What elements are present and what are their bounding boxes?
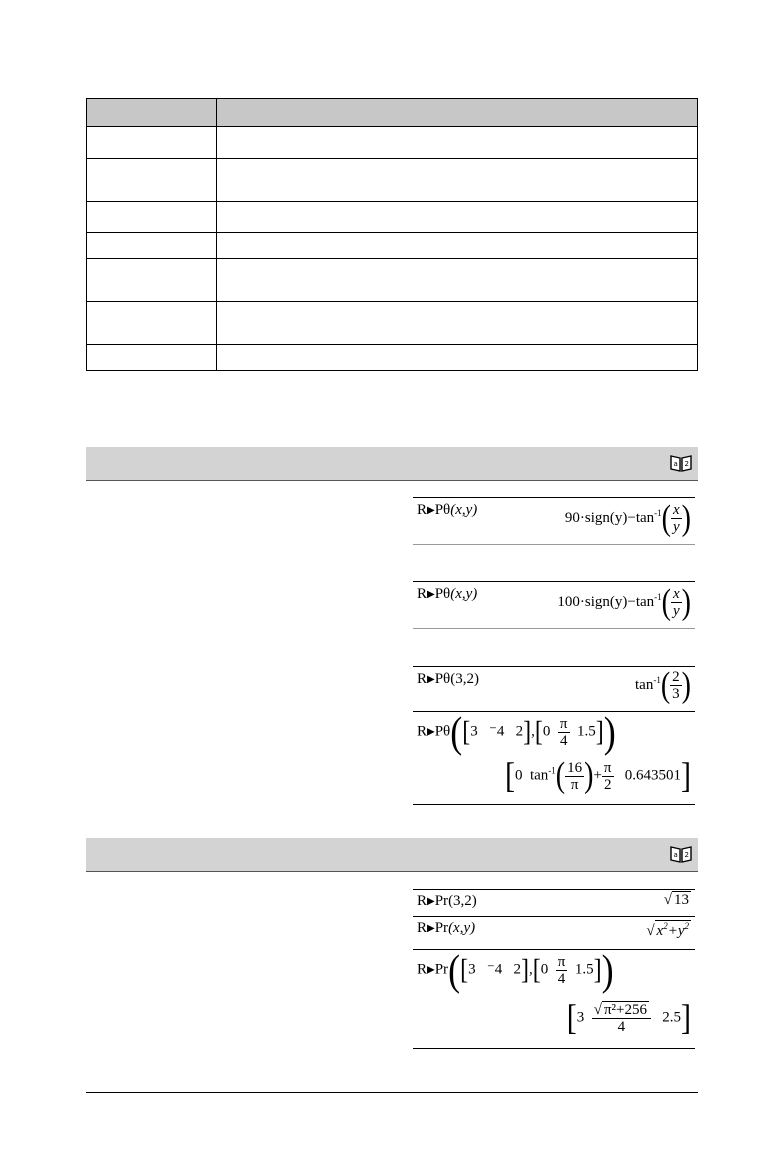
table-cell [217, 233, 698, 259]
table-cell [217, 159, 698, 202]
table-cell [87, 127, 217, 159]
table-cell [87, 302, 217, 345]
table-cell [87, 345, 217, 371]
example-output: √ $x^2+y^2$ [646, 921, 689, 939]
table-cell [217, 345, 698, 371]
svg-text:a: a [673, 460, 678, 468]
table-header-row [87, 99, 698, 127]
catalog-book-icon[interactable] [670, 454, 692, 472]
table-row [87, 127, 698, 159]
table-cell [217, 202, 698, 233]
example-output: √ 13 [663, 892, 689, 908]
table-cell [87, 159, 217, 202]
table-cell [87, 259, 217, 302]
section-header-bar [86, 838, 698, 872]
example-output: [3 $\frac{\text{√ π²+256}}{4}$ 2.5] [566, 997, 691, 1038]
example-box-angle [413, 497, 695, 805]
table-row [87, 159, 698, 202]
table-cell [87, 202, 217, 233]
example-row [413, 581, 695, 629]
table-cell [217, 259, 698, 302]
footer-rule [86, 1092, 698, 1093]
example-output: $90\cdot sign(y)-\tan^{-1}$( $\frac{x}{y}$ ) [564, 497, 691, 538]
example-input: R▶Pθ([3 ⁻4 2],[0 $\frac{\pi}{4}$ 1.5]) [417, 708, 616, 756]
example-input: R▶Pr([3 ⁻4 2],[0 $\frac{\pi}{4}$ 1.5]) [417, 946, 614, 994]
example-output: [0 $\tan^{-1}$( $\frac{16}{\pi}$ )+ $\frac{\pi}{2}$ 0.643501] [504, 755, 691, 796]
example-row [413, 708, 695, 805]
table-row [87, 302, 698, 345]
example-input: R▶Pθ(x,y) [417, 502, 478, 518]
example-row [413, 916, 695, 949]
svg-text:2: 2 [684, 851, 689, 859]
table-header-cell [87, 99, 217, 127]
example-box-magnitude [413, 889, 695, 1049]
example-input: R▶Pθ(3,2) [417, 671, 479, 687]
table-cell [217, 127, 698, 159]
example-row [413, 497, 695, 545]
example-input: R▶Pr(3,2) [417, 893, 477, 909]
catalog-book-icon[interactable] [670, 845, 692, 863]
table-row [87, 345, 698, 371]
table-header-cell [217, 99, 698, 127]
table-cell [87, 233, 217, 259]
reference-table [86, 98, 698, 371]
svg-text:a: a [673, 851, 678, 859]
svg-text:2: 2 [684, 460, 689, 468]
table-row [87, 202, 698, 233]
example-input: R▶Pr(x,y) [417, 920, 476, 936]
example-row [413, 889, 695, 916]
section-header-bar [86, 447, 698, 481]
example-output: $\tan^{-1}$( $\frac{2}{3}$ ) [635, 664, 691, 705]
example-row [413, 666, 695, 711]
table-row [87, 259, 698, 302]
table-cell [217, 302, 698, 345]
table-row [87, 233, 698, 259]
example-input: R▶Pθ(x,y) [417, 586, 478, 602]
example-row [413, 946, 695, 1049]
example-output: $100\cdot sign(y)-\tan^{-1}$( $\frac{x}{y}$ ) [557, 581, 691, 622]
